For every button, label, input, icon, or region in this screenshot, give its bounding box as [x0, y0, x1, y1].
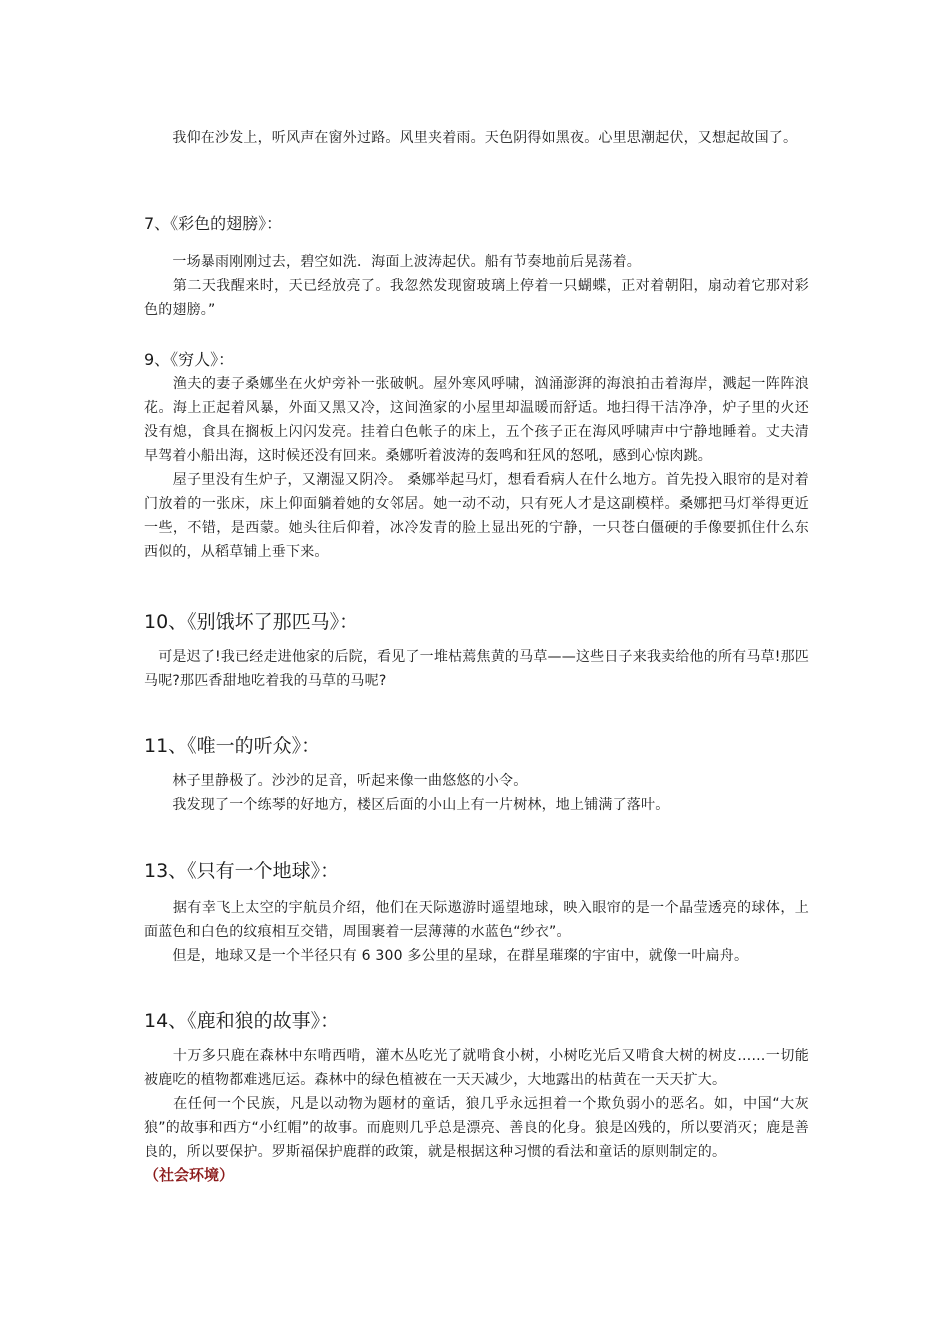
section-9 [144, 348, 809, 564]
section-paragraph: 第二天我醒来时，天已经放亮了。我忽然发现窗玻璃上停着一只蝴蝶，正对着朝阳，扇动着它那对彩色的翅膀。” [144, 278, 809, 318]
section-paragraph: 我发现了一个练琴的好地方，楼区后面的小山上有一片树林，地上铺满了落叶。 [144, 797, 670, 813]
section-paragraph: 渔夫的妻子桑娜坐在火炉旁补一张破帆。屋外寒风呼啸，汹涌澎湃的海浪拍击着海岸，溅起一阵阵浪花。海上正起着风暴，外面又黑又冷，这间渔家的小屋里却温暖而舒适。地扫得干洁净净，炉子里的火还没有熄，食具在搁板上闪闪发亮。挂着白色帐子的床上，五个孩子正在海风呼啸声中宁静地睡着。丈夫清早驾着小船出海，这时候还没有回来。桑娜听着波涛的轰鸣和狂风的怒吼，感到心惊肉跳。 [144, 376, 809, 464]
section-7 [144, 212, 809, 322]
section-heading: 13、《只有一个地球》： [144, 860, 340, 882]
section-paragraph: 林子里静极了。沙沙的足音，听起来像一曲悠悠的小令。 [144, 773, 528, 789]
section-paragraph: 可是迟了!我已经走进他家的后院，看见了一堆枯蔫焦黄的马草——这些日子来我卖给他的所有马草!那匹马呢?那匹香甜地吃着我的马草的马呢? [144, 649, 809, 689]
section-14 [144, 1008, 809, 1186]
section-heading: 7、《彩色的翅膀》： [144, 214, 283, 233]
section-heading: 14、《鹿和狼的故事》： [144, 1010, 340, 1032]
section-paragraph: 但是，地球又是一个半径只有 6 300 多公里的星球，在群星璀璨的宇宙中，就像一叶扁舟。 [144, 948, 749, 964]
section-paragraph: 一场暴雨刚刚过去，碧空如洗．海面上波涛起伏。船有节奏地前后晃荡着。 [144, 254, 641, 270]
intro-block [144, 126, 809, 150]
section-paragraph: 据有幸飞上太空的宇航员介绍，他们在天际遨游时遥望地球，映入眼帘的是一个晶莹透亮的球体，上面蓝色和白色的纹痕相互交错，周围裹着一层薄薄的水蓝色“纱衣”。 [144, 900, 809, 940]
section-11 [144, 733, 809, 817]
intro-paragraph: 我仰在沙发上，听风声在窗外过路。风里夹着雨。天色阴得如黑夜。心里思潮起伏，又想起故国了。 [144, 130, 798, 146]
section-heading: 9、《穷人》： [144, 350, 235, 369]
section-heading: 10、《别饿坏了那匹马》： [144, 611, 359, 633]
footer-tag: （社会环境） [144, 1166, 235, 1184]
section-13 [144, 858, 809, 968]
section-heading: 11、《唯一的听众》： [144, 735, 321, 757]
section-paragraph: 十万多只鹿在森林中东啃西啃，灌木丛吃光了就啃食小树，小树吃光后又啃食大树的树皮……一切能被鹿吃的植物都难逃厄运。森林中的绿色植被在一天天减少，大地露出的枯黄在一天天扩大。 [144, 1048, 809, 1088]
section-10 [144, 609, 809, 693]
section-paragraph: 屋子里没有生炉子，又潮湿又阴冷。 桑娜举起马灯，想看看病人在什么地方。首先投入眼帘的是对着门放着的一张床，床上仰面躺着她的女邻居。她一动不动，只有死人才是这副模样。桑娜把马灯举得更近一些，不错，是西蒙。她头往后仰着，冰冷发青的脸上显出死的宁静，一只苍白僵硬的手像要抓住什么东西似的，从稻草铺上垂下来。 [144, 472, 809, 560]
section-paragraph: 在任何一个民族，凡是以动物为题材的童话，狼几乎永远担着一个欺负弱小的恶名。如，中国“大灰狼”的故事和西方“小红帽”的故事。而鹿则几乎总是漂亮、善良的化身。狼是凶残的，所以要消灭；鹿是善良的，所以要保护。罗斯福保护鹿群的政策，就是根据这种习惯的看法和童话的原则制定的。 [144, 1096, 809, 1160]
